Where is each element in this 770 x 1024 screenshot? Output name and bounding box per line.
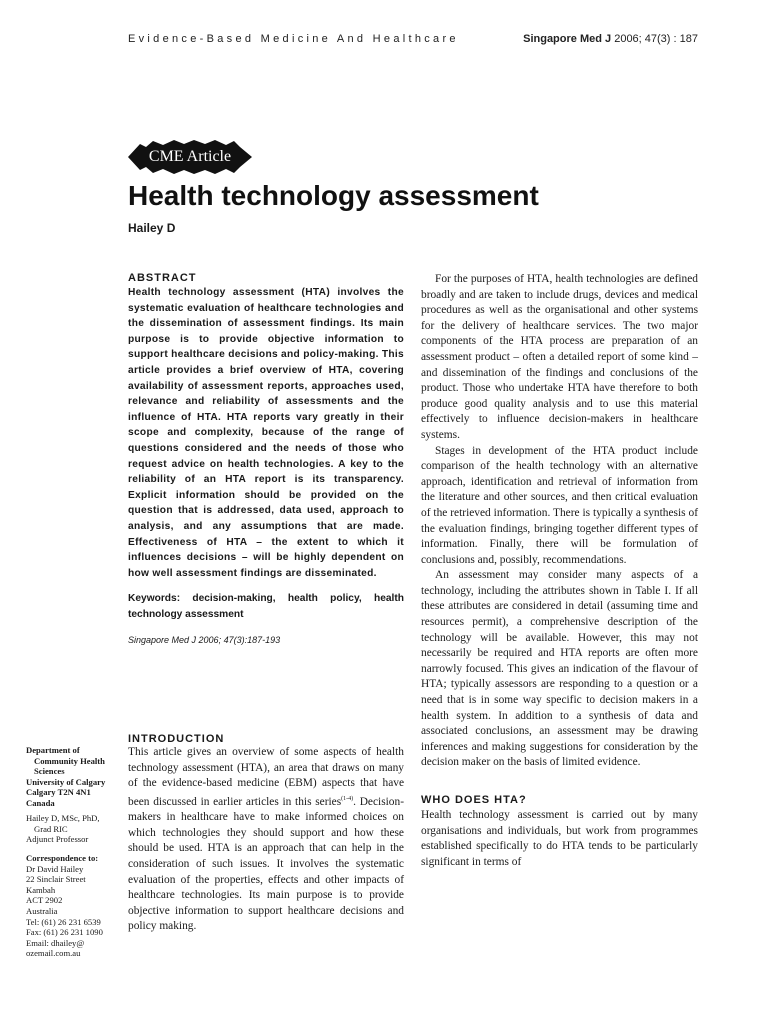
correspondence-line: Fax: (61) 26 231 1090 xyxy=(26,927,103,938)
article-author: Hailey D xyxy=(128,221,176,235)
correspondence-line: Australia xyxy=(26,905,58,916)
affiliation-block xyxy=(26,745,121,809)
author-details-role: Adjunct Professor xyxy=(26,834,89,845)
author-details-name: Hailey D, MSc, PhD, xyxy=(26,813,100,823)
introduction-section xyxy=(128,733,404,935)
intro-reference: (1-4) xyxy=(341,795,354,802)
affiliation-dept: Department of xyxy=(26,745,80,755)
right-column xyxy=(421,272,698,870)
abstract-heading: ABSTRACT xyxy=(128,272,197,284)
affiliation-university: University of Calgary xyxy=(26,776,106,787)
who-does-hta-heading: WHO DOES HTA? xyxy=(421,794,527,806)
correspondence-line: ACT 2902 xyxy=(26,895,63,906)
paragraph: Stages in development of the HTA product include comparison of the health technology with an alternative approach, identification and retrieval of information from the literature and other sources, and then critical evaluation of the retrieved information. There is typically a synthesis of the evaluation findings, bringing together different types of information. Finally, there will be formulation of conclusions and, possibly, recommendations. xyxy=(421,444,698,566)
journal-name: Singapore Med J xyxy=(523,33,612,45)
intro-text-before: This article gives an overview of some aspects of health technology assessment (HTA), an area that draws on many of the evidence-based medicine (EBM) aspects that have been discussed in earlier articles in this series xyxy=(128,746,404,808)
affiliation-dept3: Sciences xyxy=(34,766,65,777)
article-title: Health technology assessment xyxy=(128,180,539,211)
abstract-text: Health technology assessment (HTA) involves the systematic evaluation of healthcare technologies and the dissemination of assessment findings. Its main purpose is to provide objective information to support healthcare decisions and policy-making. This article provides a brief overview of HTA, covering availability of assessment reports, approaches used, relevance and reliability of assessments and the influence of HTA. HTA reports vary greatly in their scope and complexity, because of the range of questions considered and the needs of those who request advice on health technologies. A key to the reliability of an HTA report is its transparency. Explicit information should be provided on the question that is addressed, data used, approach to analysis, and any assumptions that are made. Effectiveness of HTA – the extent to which it influences decisions – will be highly dependent on how well assessment findings are disseminated. xyxy=(128,287,405,579)
correspondence-line: Kambah xyxy=(26,884,56,895)
correspondence-line: 22 Sinclair Street xyxy=(26,874,86,885)
paragraph: An assessment may consider many aspects of a technology, including the attributes shown in Table I. If all these attributes are considered in detail (assuming time and resources permit), a comprehensive description of the technology will be available. However, this may not necessarily be required and HTA reports are often more narrowly focused. This gives an indication of the flavour of HTA; typically assessors are responding to a question or a need that is in some way specific to decision makers in a health system. In addition to a synthesis of data and associated conclusions, an assessment may be drawing inferences and making suggestions for consideration by the decision maker on the basis of limited evidence. xyxy=(421,569,698,769)
affiliation-country: Canada xyxy=(26,797,55,808)
cme-badge xyxy=(126,139,254,175)
journal-issue: 2006; 47(3) : 187 xyxy=(614,33,698,45)
intro-text-after: . Decision-makers in healthcare have to make informed choices on which technologies they should support and how these should be used. HTA is an approach that can help in the consideration of such issues. It involves the systematic evaluation of the properties, effects and other impacts of healthcare technologies. Its main purpose is to provide objective information to support healthcare decisions and policy making. xyxy=(128,795,404,933)
introduction-heading: INTRODUCTION xyxy=(128,733,225,745)
badge-label: CME Article xyxy=(148,148,232,165)
author-details-block xyxy=(26,813,121,845)
running-header-journal xyxy=(523,33,698,45)
author-details-title: Grad RIC xyxy=(34,823,68,834)
correspondence-email: ozemail.com.au xyxy=(26,948,81,959)
who-does-hta-text: Health technology assessment is carried out by many organisations and individuals, but work from programmes established specifically to do HTA tends to be particularly significant in terms of xyxy=(421,809,698,868)
correspondence-line: Tel: (61) 26 231 6539 xyxy=(26,916,101,927)
introduction-text xyxy=(128,745,404,935)
correspondence-line: Dr David Hailey xyxy=(26,863,84,874)
paragraph: For the purposes of HTA, health technologies are defined broadly and are taken to include drugs, devices and medical procedures as well as the organisational and other systems for the delivery of healthcare services. The two major components of the HTA process are preparation of an assessment product – often a detailed report of some kind – and dissemination of the findings and conclusions of the product. Those who undertake HTA have therefore to both produce good quality analysis and to use this material effectively to influence decision-makers in healthcare systems. xyxy=(421,273,698,441)
running-header-section: Evidence-Based Medicine And Healthcare xyxy=(128,33,459,45)
correspondence-email: Email: dhailey@ xyxy=(26,937,85,948)
abstract-section xyxy=(128,272,404,645)
correspondence-heading: Correspondence to: xyxy=(26,853,99,863)
affiliation-city: Calgary T2N 4N1 xyxy=(26,787,91,798)
keywords: Keywords: decision-making, health policy, health technology assessment xyxy=(128,593,404,621)
citation: Singapore Med J 2006; 47(3):187-193 xyxy=(128,635,281,646)
correspondence-block xyxy=(26,853,121,959)
affiliation-dept2: Community Health xyxy=(34,755,105,766)
